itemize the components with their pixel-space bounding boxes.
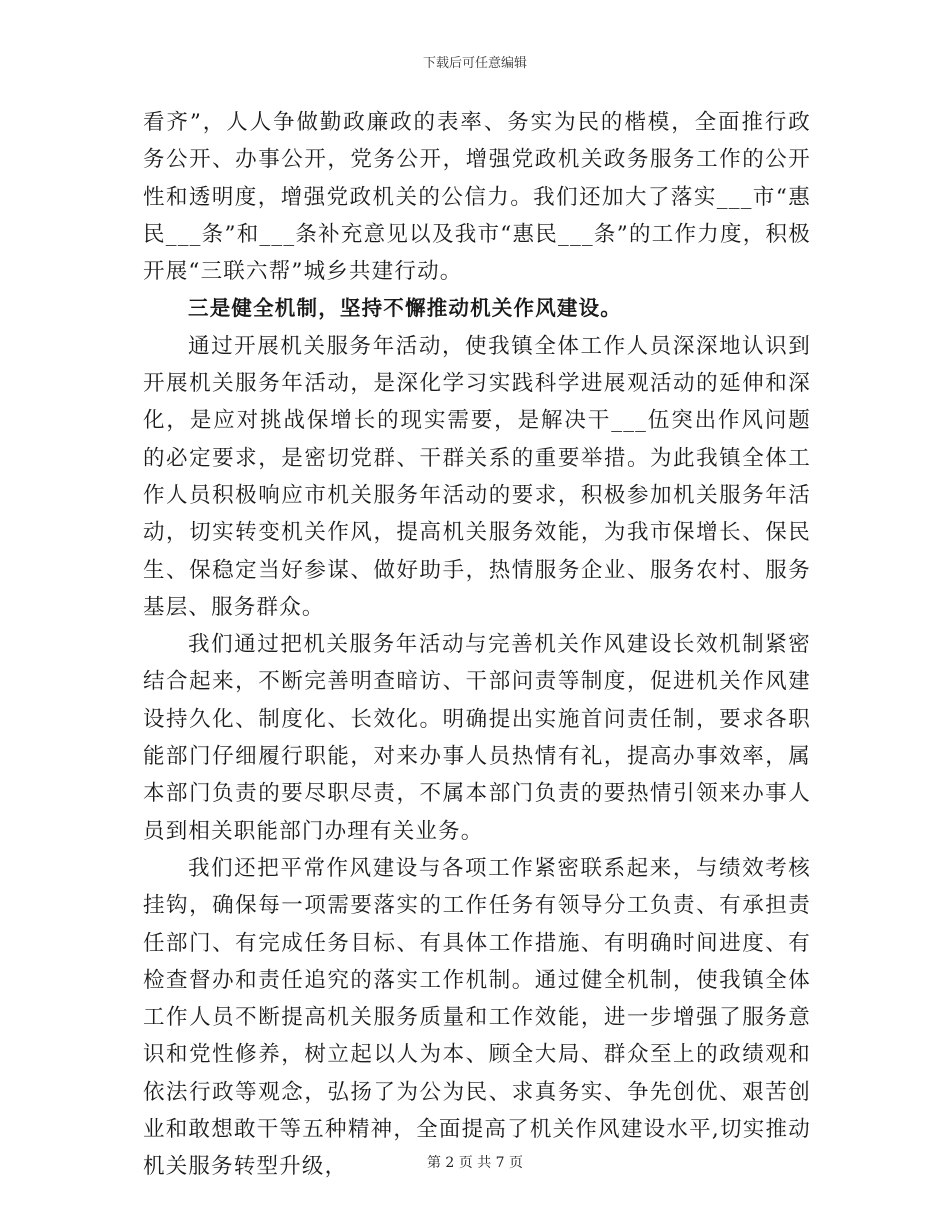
paragraph-continuation: 看齐”，人人争做勤政廉政的表率、务实为民的楷模，全面推行政务公开、办事公开，党务公开，增强党政机关政务服务工作的公开性和透明度，增强党政机关的公信力。我们还加大了落实___市“惠民___条”和___条补充意见以及我市“惠民___条”的工作力度，积极开展“三联六帮”城乡共建行动。: [143, 110, 811, 285]
page-number: 第 2 页 共 7 页: [426, 1155, 524, 1171]
page-header: 下载后可任意编辑: [422, 56, 527, 71]
paragraph-service-year: 通过开展机关服务年活动，使我镇全体工作人员深深地认识到开展机关服务年活动，是深化学习实践科学进展观活动的延伸和深化，是应对挑战保增长的现实需要，是解决干___伍突出作风问题的必定要求，是密切党群、干群关系的重要举措。为此我镇全体工作人员积极响应市机关服务年活动的要求，积极参加机关服务年活动，切实转变机关作风，提高机关服务效能，为我市保增长、保民生、保稳定当好参谋、做好助手，热情服务企业、服务农村、服务基层、服务群众。: [143, 333, 811, 620]
section-heading: 三是健全机制，坚持不懈推动机关作风建设。: [188, 296, 622, 321]
paragraph-performance-link: 我们还把平常作风建设与各项工作紧密联系起来，与绩效考核挂钩，确保每一项需要落实的工作任务有领导分工负责、有承担责任部门、有完成任务目标、有具体工作措施、有明确时间进度、有检查督办和责任追究的落实工作机制。通过健全机制，使我镇全体工作人员不断提高机关服务质量和工作效能，进一步增强了服务意识和党性修养，树立起以人为本、顾全大局、群众至上的政绩观和依法行政等观念，弘扬了为公为民、求真务实、争先创优、艰苦创业和敢想敢干等五种精神，全面提高了机关作风建设水平,切实推动机关服务转型升级，: [143, 855, 811, 1180]
document-body: [143, 104, 811, 1186]
paragraph-long-term-mechanism: 我们通过把机关服务年活动与完善机关作风建设长效机制紧密结合起来，不断完善明查暗访、干部问责等制度，促进机关作风建设持久化、制度化、长效化。明确提出实施首问责任制，要求各职能部门仔细履行职能，对来办事人员热情有礼，提高办事效率，属本部门负责的要尽职尽责，不属本部门负责的要热情引领来办事人员到相关职能部门办理有关业务。: [143, 632, 811, 844]
